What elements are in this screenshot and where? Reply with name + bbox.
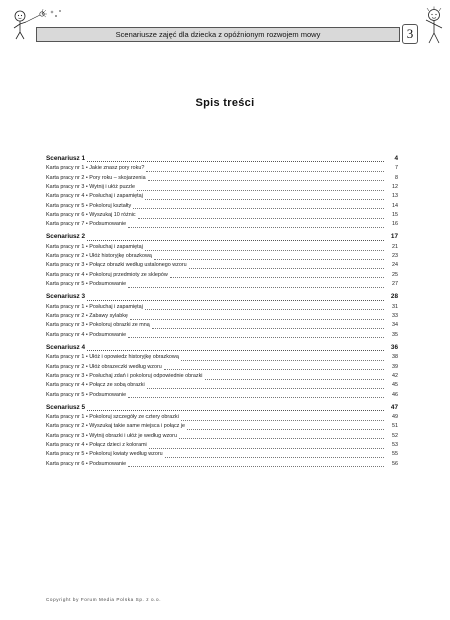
leader-dots	[179, 435, 384, 439]
toc-entry[interactable]	[46, 272, 398, 281]
toc-entry-label: Karta pracy nr 4 • Podsumowanie	[46, 331, 127, 338]
leader-dots	[87, 347, 384, 351]
leader-dots	[145, 306, 384, 310]
toc-entry-label: Karta pracy nr 5 • Pokoloruj kształty	[46, 202, 132, 209]
toc-entry-label: Karta pracy nr 5 • Podsumowanie	[46, 391, 127, 398]
footer-copyright: Copyright by Forum Media Polska Sp. z o.o.	[46, 597, 162, 602]
toc-entry-label: Karta pracy nr 1 • Posłuchaj i zapamiętaj	[46, 243, 143, 250]
toc-entry[interactable]	[46, 184, 398, 193]
leader-dots	[87, 158, 384, 162]
toc-entry-label: Karta pracy nr 1 • Pokoloruj szczegóły ze cztery obrazki	[46, 414, 179, 421]
toc-section-page: 36	[390, 343, 398, 351]
toc-entry-page: 15	[392, 211, 398, 218]
toc-section-title: Scenariusz 1	[46, 155, 86, 162]
leader-dots	[130, 316, 384, 320]
toc-entry-label: Karta pracy nr 1 • Jakie znasz pory roku?	[46, 165, 145, 172]
leader-dots	[133, 205, 384, 209]
toc-entry[interactable]	[46, 212, 398, 221]
toc-entry[interactable]	[46, 175, 398, 184]
toc-section-title: Scenariusz 3	[46, 293, 86, 301]
child-doodle-right-icon	[420, 6, 448, 46]
leader-dots	[128, 334, 384, 338]
toc-entry-label: Karta pracy nr 1 • Posłuchaj i zapamiętaj	[46, 303, 143, 310]
toc-heading: Spis treści	[195, 97, 255, 109]
leader-dots	[181, 417, 384, 421]
toc-entry-page: 34	[392, 322, 398, 329]
page-number: 3	[402, 24, 418, 44]
toc-entry-label: Karta pracy nr 2 • Ułóż historyjkę obrazkową	[46, 253, 152, 260]
toc-section-page: 28	[390, 293, 398, 301]
toc-section-title: Scenariusz 2	[46, 233, 86, 241]
leader-dots	[187, 426, 384, 430]
leader-dots	[181, 357, 384, 361]
toc-entry-label: Karta pracy nr 2 • Pory roku – skojarzenia	[46, 174, 146, 181]
toc-entry-page: 53	[392, 442, 398, 449]
toc-entry[interactable]	[46, 373, 398, 382]
toc-entry-label: Karta pracy nr 3 • Wytnij i ułóż puzzle	[46, 183, 136, 190]
toc-section-title: Scenariusz 5	[46, 403, 86, 411]
toc-entry-label: Karta pracy nr 1 • Ułóż i opowiedz historyjkę obrazkową	[46, 354, 179, 361]
leader-dots	[205, 376, 384, 380]
toc-entry-page: 46	[392, 391, 398, 398]
toc-entry-page: 27	[392, 281, 398, 288]
toc-entry[interactable]	[46, 392, 398, 401]
toc-entry-label: Karta pracy nr 7 • Podsumowanie	[46, 221, 127, 228]
toc-entry-page: 31	[392, 303, 398, 310]
toc-entry[interactable]	[46, 354, 398, 363]
leader-dots	[128, 284, 384, 288]
toc-section-scenariusz-3	[46, 293, 398, 341]
toc-entry-label: Karta pracy nr 6 • Wyszukaj 10 różnic	[46, 211, 136, 218]
toc-section-scenariusz-5	[46, 404, 398, 470]
toc-entry[interactable]	[46, 414, 398, 423]
toc-entry[interactable]	[46, 253, 398, 262]
toc-entry-page: 13	[392, 193, 398, 200]
leader-dots	[87, 407, 384, 411]
toc-entry-page: 23	[392, 253, 398, 260]
leader-dots	[138, 215, 384, 219]
toc-entry-page: 49	[392, 414, 398, 421]
toc-section-title: Scenariusz 4	[46, 343, 86, 351]
toc-entry[interactable]	[46, 203, 398, 212]
toc-entry-page: 51	[392, 423, 398, 430]
toc-entry-page: 55	[392, 451, 398, 458]
toc-entry[interactable]	[46, 244, 398, 253]
leader-dots	[170, 274, 384, 278]
leader-dots	[165, 454, 384, 458]
toc-section-page: 4	[394, 155, 398, 162]
toc-entry-page: 56	[392, 460, 398, 467]
toc-entry-page: 33	[392, 313, 398, 320]
table-of-contents	[46, 155, 398, 473]
leader-dots	[128, 394, 384, 398]
toc-entry-label: Karta pracy nr 5 • Podsumowanie	[46, 281, 127, 288]
toc-entry-label: Karta pracy nr 4 • Pokoloruj przedmioty ze sklepów	[46, 271, 168, 278]
toc-section-scenariusz-4	[46, 344, 398, 401]
leader-dots	[137, 187, 384, 191]
toc-entry[interactable]	[46, 193, 398, 202]
toc-entry-label: Karta pracy nr 2 • Zabawy sylabkę	[46, 313, 128, 320]
toc-section-heading[interactable]	[46, 404, 398, 414]
leader-dots	[145, 247, 384, 251]
leader-dots	[164, 366, 384, 370]
toc-entry-page: 38	[392, 354, 398, 361]
toc-entry-label: Karta pracy nr 4 • Posłuchaj i zapamiętaj	[46, 193, 143, 200]
toc-entry[interactable]	[46, 433, 398, 442]
toc-section-page: 17	[390, 233, 398, 241]
toc-entry[interactable]	[46, 423, 398, 432]
toc-entry-label: Karta pracy nr 3 • Połącz obrazki według ustalonego wzoru	[46, 262, 187, 269]
toc-section-heading[interactable]	[46, 344, 398, 354]
toc-entry[interactable]	[46, 262, 398, 271]
toc-section-page: 47	[390, 403, 398, 411]
toc-entry[interactable]	[46, 322, 398, 331]
toc-entry-label: Karta pracy nr 3 • Wytnij obrazki i ułóż je według wzoru	[46, 432, 177, 439]
leader-dots	[128, 224, 384, 228]
toc-entry-page: 42	[392, 372, 398, 379]
toc-entry[interactable]	[46, 165, 398, 174]
toc-entry-label: Karta pracy nr 2 • Wyszukaj takie same miejsca i połącz je	[46, 423, 186, 430]
toc-entry-page: 35	[392, 331, 398, 338]
leader-dots	[189, 265, 384, 269]
toc-entry[interactable]	[46, 461, 398, 470]
toc-entry-page: 16	[392, 221, 398, 228]
toc-section-heading[interactable]	[46, 155, 398, 165]
toc-entry-page: 24	[392, 262, 398, 269]
toc-entry[interactable]	[46, 221, 398, 230]
leader-dots	[146, 168, 384, 172]
leader-dots	[152, 325, 384, 329]
leader-dots	[147, 385, 384, 389]
toc-entry-label: Karta pracy nr 4 • Połącz dzieci z kolorami	[46, 442, 147, 449]
header-band	[36, 27, 400, 42]
toc-entry-label: Karta pracy nr 4 • Połącz ze sobą obrazki	[46, 382, 145, 389]
toc-entry-page: 45	[392, 382, 398, 389]
toc-entry[interactable]	[46, 364, 398, 373]
toc-entry-page: 39	[392, 363, 398, 370]
leader-dots	[87, 237, 384, 241]
toc-entry[interactable]	[46, 304, 398, 313]
toc-section-scenariusz-1	[46, 155, 398, 230]
toc-section-heading[interactable]	[46, 293, 398, 303]
toc-entry[interactable]	[46, 442, 398, 451]
toc-entry-label: Karta pracy nr 5 • Pokoloruj kwiaty według wzoru	[46, 451, 163, 458]
toc-entry[interactable]	[46, 382, 398, 391]
header-title: Scenariusze zajęć dla dziecka z opóźnionym rozwojem mowy	[115, 30, 321, 39]
toc-entry-page: 7	[395, 165, 398, 172]
toc-entry-page: 8	[395, 174, 398, 181]
toc-section-heading[interactable]	[46, 233, 398, 243]
toc-entry-page: 25	[392, 271, 398, 278]
leader-dots	[128, 463, 384, 467]
toc-entry-page: 14	[392, 202, 398, 209]
toc-entry-label: Karta pracy nr 2 • Ułóż obrazeczki według wzoru	[46, 363, 162, 370]
toc-entry-label: Karta pracy nr 3 • Pokoloruj obrazki ze mną	[46, 322, 150, 329]
toc-entry[interactable]	[46, 451, 398, 460]
toc-entry-page: 52	[392, 432, 398, 439]
leader-dots	[149, 445, 384, 449]
toc-entry-page: 21	[392, 243, 398, 250]
toc-entry-label: Karta pracy nr 3 • Posłuchaj zdań i pokoloruj odpowiednie obrazki	[46, 372, 203, 379]
leader-dots	[145, 196, 384, 200]
leader-dots	[87, 297, 384, 301]
toc-entry[interactable]	[46, 281, 398, 290]
toc-section-scenariusz-2	[46, 233, 398, 290]
toc-entry[interactable]	[46, 313, 398, 322]
leader-dots	[148, 177, 384, 181]
leader-dots	[154, 256, 384, 260]
toc-entry[interactable]	[46, 332, 398, 341]
toc-entry-label: Karta pracy nr 6 • Podsumowanie	[46, 460, 127, 467]
toc-entry-page: 12	[392, 183, 398, 190]
